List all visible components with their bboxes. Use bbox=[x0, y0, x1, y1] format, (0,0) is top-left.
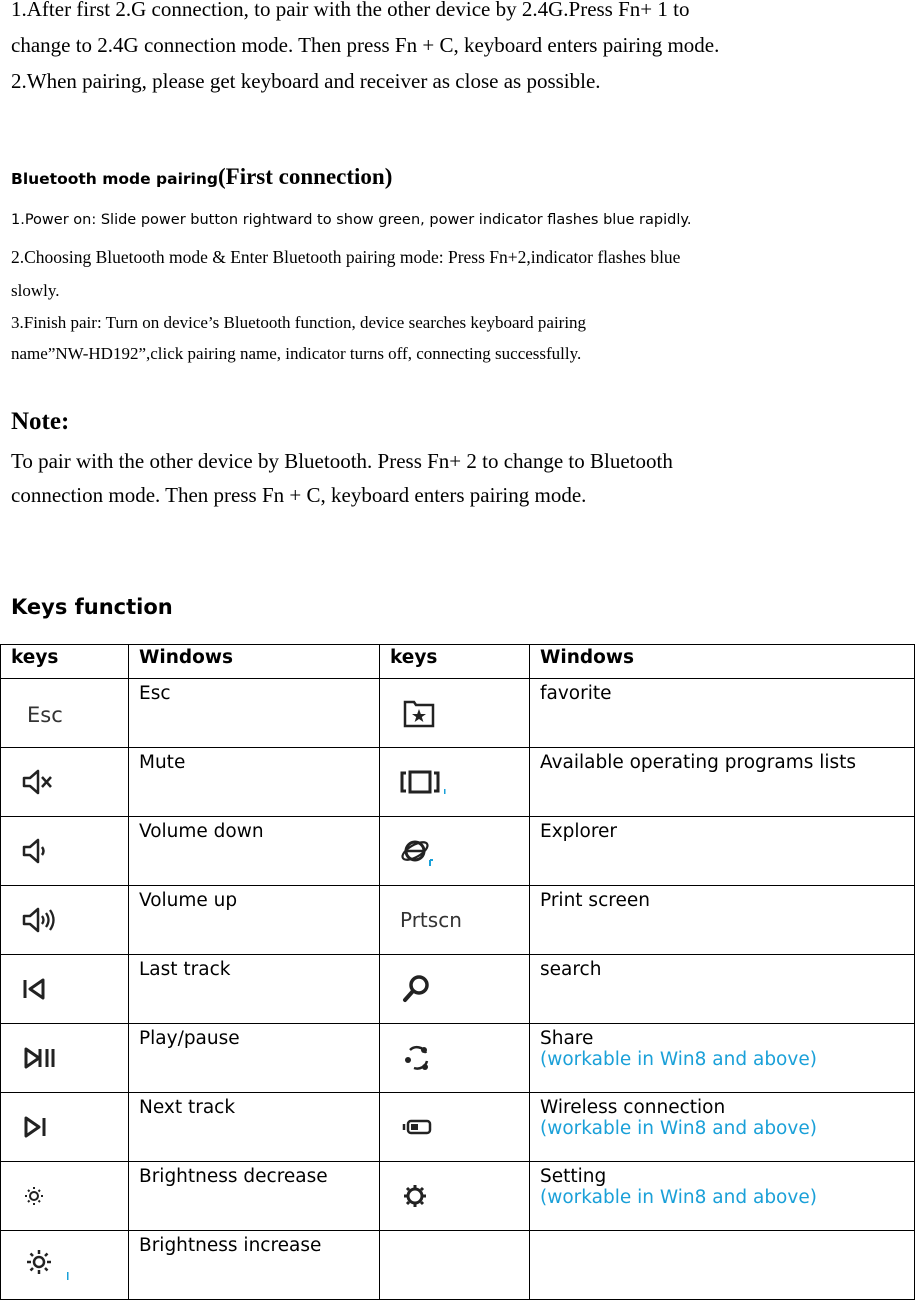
key-cell bbox=[380, 1231, 530, 1300]
function-cell bbox=[530, 1231, 915, 1300]
bluetooth-heading-label: Bluetooth mode pairing bbox=[11, 170, 218, 188]
function-cell bbox=[530, 886, 915, 955]
function-cell: Volume up bbox=[129, 886, 380, 955]
function-label: Share bbox=[540, 1028, 594, 1049]
play-pause-icon bbox=[21, 1043, 61, 1073]
header-keys-2: keys bbox=[380, 645, 530, 679]
note-line-2: connection mode. Then press Fn + C, keyboard enters pairing mode. bbox=[11, 483, 587, 507]
table-row bbox=[1, 817, 915, 886]
function-cell: Volume down bbox=[129, 817, 380, 886]
key-cell bbox=[1, 955, 129, 1024]
task-view-icon bbox=[400, 767, 450, 797]
table-header-row bbox=[1, 645, 915, 679]
bluetooth-heading bbox=[11, 164, 392, 190]
prtscn-key-text: Prtscn bbox=[400, 908, 462, 932]
key-cell bbox=[1, 679, 129, 748]
header-windows-1: Windows bbox=[129, 645, 380, 679]
brightness-increase-icon bbox=[21, 1248, 73, 1282]
function-cell: Last track bbox=[129, 955, 380, 1024]
bluetooth-step-1: 1.Power on: Slide power button rightward to show green, power indicator flashes blue rapidly. bbox=[11, 212, 692, 228]
function-label: Print screen bbox=[540, 890, 650, 911]
header-keys-1: keys bbox=[1, 645, 129, 679]
search-icon bbox=[400, 972, 434, 1006]
key-cell bbox=[1, 817, 129, 886]
function-cell bbox=[530, 1024, 915, 1093]
function-cell bbox=[530, 748, 915, 817]
key-cell bbox=[380, 955, 530, 1024]
key-cell bbox=[380, 817, 530, 886]
function-note: (workable in Win8 and above) bbox=[540, 1118, 817, 1139]
keys-function-title: Keys function bbox=[11, 595, 173, 619]
key-cell bbox=[1, 1024, 129, 1093]
table-row bbox=[1, 1024, 915, 1093]
favorite-icon bbox=[400, 696, 440, 730]
intro-line-2: change to 2.4G connection mode. Then press Fn + C, keyboard enters pairing mode. bbox=[11, 33, 720, 57]
key-cell bbox=[380, 886, 530, 955]
function-label: search bbox=[540, 959, 602, 980]
explorer-icon bbox=[400, 834, 440, 868]
function-cell: Brightness increase bbox=[129, 1231, 380, 1300]
function-note: (workable in Win8 and above) bbox=[540, 1049, 817, 1070]
intro-line-3: 2.When pairing, please get keyboard and receiver as close as possible. bbox=[11, 69, 601, 93]
key-cell bbox=[380, 748, 530, 817]
table-row bbox=[1, 1231, 915, 1300]
key-cell bbox=[1, 886, 129, 955]
bluetooth-step-3b: name”NW-HD192”,click pairing name, indicator turns off, connecting successfully. bbox=[11, 344, 582, 363]
bluetooth-step-2a: 2.Choosing Bluetooth mode & Enter Bluetooth pairing mode: Press Fn+2,indicator flashes blue bbox=[11, 247, 681, 267]
next-track-icon bbox=[21, 1112, 51, 1142]
key-cell bbox=[1, 1231, 129, 1300]
function-note: (workable in Win8 and above) bbox=[540, 1187, 817, 1208]
function-cell: Next track bbox=[129, 1093, 380, 1162]
volume-up-icon bbox=[21, 905, 61, 935]
function-label: Wireless connection bbox=[540, 1097, 726, 1118]
bluetooth-step-3a: 3.Finish pair: Turn on device’s Bluetooth function, device searches keyboard pairing bbox=[11, 313, 587, 332]
bluetooth-step-2b: slowly. bbox=[11, 281, 60, 300]
function-cell: Mute bbox=[129, 748, 380, 817]
key-cell bbox=[380, 1162, 530, 1231]
esc-key-icon bbox=[21, 698, 81, 728]
function-label: Setting bbox=[540, 1166, 607, 1187]
table-row bbox=[1, 1093, 915, 1162]
prtscn-key-icon bbox=[400, 905, 490, 935]
function-cell: Play/pause bbox=[129, 1024, 380, 1093]
function-cell bbox=[530, 955, 915, 1024]
header-windows-2: Windows bbox=[530, 645, 915, 679]
key-cell bbox=[1, 748, 129, 817]
function-cell bbox=[530, 679, 915, 748]
brightness-decrease-icon bbox=[21, 1181, 51, 1211]
key-cell bbox=[1, 1162, 129, 1231]
function-cell bbox=[530, 1093, 915, 1162]
function-cell bbox=[530, 817, 915, 886]
bluetooth-heading-sub: (First connection) bbox=[217, 164, 393, 189]
table-row bbox=[1, 679, 915, 748]
share-icon bbox=[400, 1041, 434, 1075]
key-cell bbox=[380, 679, 530, 748]
function-cell bbox=[530, 1162, 915, 1231]
note-line-1: To pair with the other device by Bluetooth. Press Fn+ 2 to change to Bluetooth bbox=[11, 449, 673, 473]
table-row bbox=[1, 1162, 915, 1231]
volume-down-icon bbox=[21, 836, 55, 866]
setting-gear-icon bbox=[400, 1179, 434, 1213]
mute-icon bbox=[21, 767, 55, 797]
key-cell bbox=[380, 1024, 530, 1093]
key-cell bbox=[380, 1093, 530, 1162]
wireless-connection-icon bbox=[400, 1112, 440, 1142]
esc-key-text: Esc bbox=[27, 703, 63, 727]
key-cell bbox=[1, 1093, 129, 1162]
function-label: Available operating programs lists bbox=[540, 752, 857, 773]
table-row bbox=[1, 886, 915, 955]
intro-line-1: 1.After first 2.G connection, to pair with the other device by 2.4G.Press Fn+ 1 to bbox=[11, 0, 690, 21]
note-title: Note: bbox=[11, 408, 70, 435]
keys-function-table bbox=[0, 644, 915, 1300]
last-track-icon bbox=[21, 974, 51, 1004]
table-row bbox=[1, 748, 915, 817]
function-cell: Brightness decrease bbox=[129, 1162, 380, 1231]
function-label: favorite bbox=[540, 683, 612, 704]
function-label: Explorer bbox=[540, 821, 618, 842]
table-row bbox=[1, 955, 915, 1024]
function-cell: Esc bbox=[129, 679, 380, 748]
